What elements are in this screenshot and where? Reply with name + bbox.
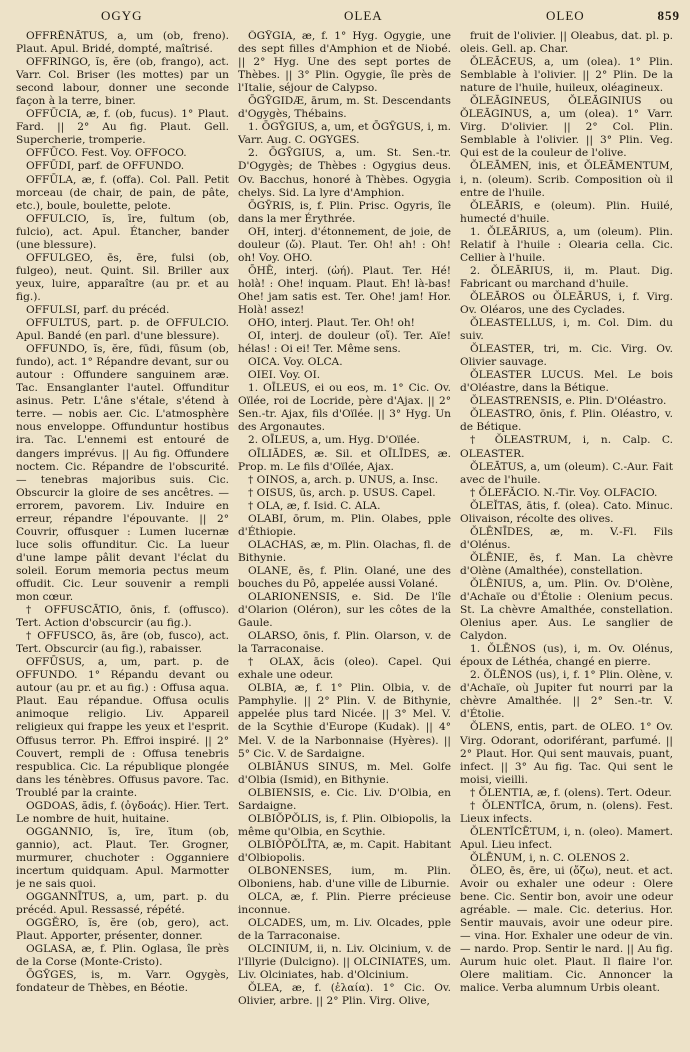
dictionary-entry: ŎLEĀMEN, inis, et ŎLEĀMENTUM, i, n. (oleum). Scrib. Composition où il entre de l'huile. (460, 160, 673, 199)
dictionary-entry: † OISUS, ūs, arch. p. USUS. Capel. (248, 486, 436, 499)
dictionary-entry: † ŎLEASTRUM, i, n. Calp. C. OLEASTER. (460, 434, 673, 460)
dictionary-entry: ŎLEASTELLUS, i, m. Col. Dim. du suiv. (460, 317, 673, 343)
dictionary-entry: OHO, interj. Plaut. Ter. Oh! oh! (248, 317, 415, 330)
dictionary-entry: OFFULCIO, ĭs, īre, fultum (ob, fulcio), act. Apul. Étancher, bander (une blessure). (16, 212, 229, 251)
dictionary-entry: OLARSO, ōnis, f. Plin. Olarson, v. de la Tarraconaise. (238, 630, 451, 656)
dictionary-entry: OFFŪCIA, æ, f. (ob, fucus). 1° Plaut. Fard. || 2° Au fig. Plaut. Gell. Supercherie, tromperie. (16, 108, 229, 147)
dictionary-entry: ŎLEASTER LUCUS. Mel. Le bois d'Oléastre, dans la Bétique. (460, 369, 673, 395)
dictionary-entry: † ŎLENTIA, æ, f. (olens). Tert. Odeur. (470, 786, 672, 799)
dictionary-entry: OFFŪCO. Fest. Voy. OFFOCO. (26, 147, 187, 160)
dictionary-entry: OLACHAS, æ, m. Plin. Olachas, fl. de Bithynie. (238, 538, 451, 564)
dictionary-entry: † OFFUSCĀTIO, ōnis, f. (offusco). Tert. Action d'obscurcir (au fig.). (16, 604, 229, 630)
dictionary-entry: OH, interj. d'étonnement, de joie, de douleur (ὤ). Plaut. Ter. Oh! ah! : Oh! oh! Voy. OHO. (238, 225, 451, 264)
dictionary-entry: † ŎLEFĂCIO. N.-Tir. Voy. OLFACIO. (470, 486, 658, 499)
dictionary-entry: ŎLEĀGINEUS, ŎLEĀGINIUS ou ŎLEĀGINUS, a, um (olea). 1° Varr. Virg. D'olivier. || 2° Col. Plin. Semblable à l'olivier. || 3° Plin. Veg. Qui est de la couleur de l'olive. (460, 95, 673, 160)
dictionary-entry: 2. ŎLEĀRIUS, ii, m. Plaut. Dig. Fabricant ou marchand d'huile. (460, 264, 673, 290)
dictionary-entry: OLANE, ēs, f. Plin. Olané, une des bouches du Pô, appelée aussi Volané. (238, 564, 451, 590)
dictionary-entry: ŌGȲGIDÆ, ārum, m. St. Descendants d'Ogygès, Thébains. (238, 95, 451, 121)
dictionary-entry: † OINOS, a, arch. p. UNUS, a. Insc. (248, 473, 439, 486)
dictionary-entry: OGGANNĪTUS, a, um, part. p. du précéd. Apul. Ressassé, répété. (16, 891, 229, 917)
dictionary-entry: OFFULGEO, ēs, ēre, fulsi (ob, fulgeo), neut. Quint. Sil. Briller aux yeux, luire, apparaître (au pr. et au fig.). (16, 251, 229, 303)
dictionary-entry: ŎLEĀCEUS, a, um (olea). 1° Plin. Semblable à l'olivier. || 2° Plin. De la nature de l'huile, huileux, oléagineux. (460, 56, 673, 95)
dictionary-entry: OFFŪLA, æ, f. (offa). Col. Pall. Petit morceau (de chair, de pain, de pâte, etc.), boule, boulette, pelote. (16, 173, 229, 212)
columns (16, 30, 680, 1009)
dictionary-entry: ŎLEASTRENSIS, e. Plin. D'Oléastro. (470, 395, 667, 408)
dictionary-entry: † OLA, æ, f. Isid. C. ALA. (248, 499, 381, 512)
dictionary-entry: † OFFUSCO, ās, āre (ob, fusco), act. Tert. Obscurcir (au fig.), rabaisser. (16, 630, 229, 656)
dictionary-entry: 1. ŌGȲGIUS, a, um, et ŌGȲGUS, i, m. Varr. Aug. C. OGYGES. (238, 121, 451, 147)
dictionary-entry: ŌGȲGIA, æ, f. 1° Hyg. Ogygie, une des sept filles d'Amphion et de Niobé. || 2° Hyg. Une des sept portes de Thèbes. || 3° Plin. Ogygie, île près de l'Italie, séjour de Calypso. (238, 30, 451, 95)
dictionary-entry: OĪLIĀDES, æ. Sil. et OĪLĪDES, æ. Prop. m. Le fils d'Oïlée, Ajax. (238, 447, 451, 473)
dictionary-entry: 2. OĪLEUS, a, um. Hyg. D'Oïlée. (248, 434, 420, 447)
dictionary-entry: ŎLEASTER, tri, m. Cic. Virg. Ov. Olivier sauvage. (460, 343, 673, 369)
dictionary-entry: OGLASA, æ, f. Plin. Oglasa, île près de la Corse (Monte-Cristo). (16, 943, 229, 969)
dictionary-entry: OFFUNDO, ĭs, ĕre, fūdi, fūsum (ob, fundo), act. 1° Répandre devant, sur ou autour : Offundere sanguinem aræ. Tac. Ensanglanter l'autel. Offunditur asinus. Petr. L'âne s'étale, s'étend à terre. — nobis aer. Cic. L'atmosphère nous enveloppe. Offunduntur hostibus ira. Tac. L'ennemi est entouré de dangers imprévus. || Au fig. Offundere noctem. Cic. Répandre de l'obscurité. — tenebras majoribus suis. Cic. Obscurcir la gloire de ses ancêtres. — errorem, pavorem. Liv. Induire en erreur, répandre l'épouvante. || 2° Couvrir, offusquer : Lumen lucernæ luce solis offunditur. Cic. La lueur d'une lampe pâlit devant l'éclat du soleil. Eorum memoria pectus meum offudit. Cic. Leur souvenir a rempli mon cœur. (16, 343, 229, 604)
dictionary-entry: ŎLEĬTAS, ātis, f. (olea). Cato. Minuc. Olivaison, récolte des olives. (460, 499, 673, 525)
column-left (16, 30, 229, 1009)
dictionary-entry: 2. ŎLĒNOS (us), i, f. 1° Plin. Olène, v. d'Achaïe, où Jupiter fut nourri par la chèvre Amalthée. || 2° Sen.-tr. V. d'Étolie. (460, 669, 673, 721)
dictionary-entry: † ŎLENTĬCA, ōrum, n. (olens). Fest. Lieux infects. (460, 799, 673, 825)
dictionary-entry: OGGANNIO, īs, īre, ītum (ob, gannio), act. Plaut. Ter. Grogner, murmurer, chuchoter : Ogganniere incertum quidquam. Apul. Marmotter je ne sais quoi. (16, 825, 229, 891)
dictionary-entry: ŎLEĀROS ou ŎLEĀRUS, i, f. Virg. Ov. Oléaros, une des Cyclades. (460, 290, 673, 316)
dictionary-entry: OIEI. Voy. OI. (248, 369, 321, 382)
dictionary-entry: OICA. Voy. OLCA. (248, 356, 343, 369)
dictionary-entry: OGGĔRO, ĭs, ĕre (ob, gero), act. Plaut. Apporter, présenter, donner. (16, 917, 229, 943)
dictionary-entry: ŎLEĀRIS, e (oleum). Plin. Huilé, humecté d'huile. (460, 199, 673, 225)
dictionary-entry: OLBONENSES, ium, m. Plin. Olboniens, hab. d'une ville de Liburnie. (238, 865, 451, 891)
dictionary-entry: OFFULSI, parf. du précéd. (26, 303, 170, 316)
dictionary-entry: ŎLĒNIE, ēs, f. Man. La chèvre d'Olène (Amalthée), constellation. (460, 551, 673, 577)
dictionary-entry: OLCA, æ, f. Plin. Pierre précieuse inconnue. (238, 891, 451, 917)
dictionary-entry: ŎLĒNIUS, a, um. Plin. Ov. D'Olène, d'Achaïe ou d'Étolie : Olenium pecus. St. La chèvre Amalthée, constellation. Olenius aper. Aus. Le sanglier de Calydon. (460, 577, 673, 643)
dictionary-entry: OFFŪDI, parf. de OFFUNDO. (26, 160, 185, 173)
dictionary-entry: 1. ŎLĒNOS (us), i, m. Ov. Olénus, époux de Léthéa, changé en pierre. (460, 643, 673, 669)
running-head-center: OLEA (344, 8, 383, 23)
dictionary-entry: † OLAX, ācis (oleo). Capel. Qui exhale une odeur. (238, 656, 451, 682)
page-number: 859 (657, 8, 680, 23)
dictionary-entry: 2. ŌGȲGIUS, a, um. St. Sen.-tr. D'Ogygès; de Thèbes : Ogygius deus. Ov. Bacchus, honoré à Thèbes. Ogygia chelys. Sid. La lyre d'Amphion. (238, 147, 451, 199)
dictionary-entry: ŌHĒ, interj. (ὠή). Plaut. Ter. Hé! holà! : Ohe! inquam. Plaut. Eh! là-bas! Ohe! jam satis est. Ter. Ohe! jam! Hor. Holà! assez! (238, 264, 451, 316)
dictionary-entry: OLBIŎPŎLIS, is, f. Plin. Olbiopolis, la même qu'Olbia, en Scythie. (238, 812, 451, 838)
dictionary-entry: OFFŪSUS, a, um, part. p. de OFFUNDO. 1° Répandu devant ou autour (au pr. et au fig.) : Offusa aqua. Plaut. Eau répandue. Offusa oculis animoque religio. Liv. Appareil religieux qui frappe les yeux et l'esprit. Offusus terror. Ph. Effroi inspiré. || 2° Couvert, rempli de : Offusa tenebris respublica. Cic. La république plongée dans les ténèbres. Offusus pavore. Tac. Troublé par la crainte. (16, 656, 229, 799)
dictionary-entry: OGDOAS, ădis, f. (ὀγδοάς). Hier. Tert. Le nombre de huit, huitaine. (16, 799, 229, 825)
dictionary-entry: ŎLĒNĪDES, æ, m. V.-Fl. Fils d'Olénus. (460, 525, 673, 551)
dictionary-entry: ŎLENS, entis, part. de OLEO. 1° Ov. Virg. Odorant, odoriférant, parfumé. || 2° Plaut. Hor. Qui sent mauvais, puant, infect. || 3° Au fig. Tac. Qui sent le moisi, vieilli. (460, 721, 673, 786)
dictionary-entry: ŎLEASTRO, ōnis, f. Plin. Oléastro, v. de Bétique. (460, 408, 673, 434)
dictionary-entry: OLCINIUM, ii, n. Liv. Olcinium, v. de l'Illyrie (Dulcigno). || OLCINIATES, um. Liv. Olciniates, hab. d'Olcinium. (238, 943, 451, 982)
dictionary-entry: OLBIA, æ, f. 1° Plin. Olbia, v. de Pamphylie. || 2° Plin. V. de Bithynie, appelée plus tard Nicée. || 3° Mel. V. de la Scythie d'Europe (Kudak). || 4° Mel. V. de la Narbonnaise (Hyères). || 5° Cic. V. de Sardaigne. (238, 682, 451, 760)
dictionary-entry: 1. OĪLEUS, ei ou eos, m. 1° Cic. Ov. Oïlée, roi de Locride, père d'Ajax. || 2° Sen.-tr. Ajax, fils d'Oïlée. || 3° Hyg. Un des Argonautes. (238, 382, 451, 434)
running-head-right: OLEO (546, 8, 585, 23)
dictionary-entry: OLARIONENSIS, e. Sid. De l'île d'Olarion (Oléron), sur les côtes de la Gaule. (238, 591, 451, 630)
running-head (16, 8, 680, 26)
dictionary-entry: OFFRINGO, ĭs, ĕre (ob, frango), act. Varr. Col. Briser (les mottes) par un second labour, donner une seconde façon à la terre, biner. (16, 56, 229, 108)
dictionary-entry: ŎLEA, æ, f. (ἐλαία). 1° Cic. Ov. Olivier, arbre. || 2° Plin. Virg. Olive, (238, 982, 451, 1008)
column-right (460, 30, 673, 1009)
dictionary-entry: ŎLEĀTUS, a, um (oleum). C.-Aur. Fait avec de l'huile. (460, 460, 673, 486)
dictionary-entry: OFFRĒNĀTUS, a, um (ob, freno). Plaut. Apul. Bridé, dompté, maîtrisé. (16, 30, 229, 56)
dictionary-entry: ŎLĒNUM, i, n. C. OLENOS 2. (470, 851, 630, 864)
dictionary-entry: ŎLEO, ēs, ēre, ui (ὄζω), neut. et act. Avoir ou exhaler une odeur : Olere bene. Cic. Sentir bon, avoir une odeur agréable. — male. Cic. deterius. Hor. Sentir mauvais, avoir une odeur pire. — vina. Hor. Exhaler une odeur de vin. — nardo. Prop. Sentir le nard. || Au fig. Aurum huic olet. Plaut. Il flaire l'or. Olere malitiam. Cic. Annoncer la malice. Verba alumnum Urbis oleant. (460, 865, 673, 995)
dictionary-entry: ŎLENTĬCĒTUM, i, n. (oleo). Mamert. Apul. Lieu infect. (460, 825, 673, 851)
running-head-left: OGYG (101, 8, 143, 23)
dictionary-entry: OLBIENSIS, e. Cic. Liv. D'Olbia, en Sardaigne. (238, 786, 451, 812)
dictionary-entry: 1. ŎLEĀRIUS, a, um (oleum). Plin. Relatif à l'huile : Olearia cella. Cic. Cellier à l'huile. (460, 225, 673, 264)
dictionary-entry: fruit de l'olivier. || Oleabus, dat. pl. p. oleis. Gell. ap. Char. (460, 30, 673, 56)
dictionary-entry: OI, interj. de douleur (οἴ). Ter. Aïe! hélas! : Oi ei! Ter. Même sens. (238, 330, 451, 356)
dictionary-entry: OLABI, ōrum, m. Plin. Olabes, pple d'Éthiopie. (238, 512, 451, 538)
dictionary-entry: OFFULTUS, part. p. de OFFULCIO. Apul. Bandé (en parl. d'une blessure). (16, 317, 229, 343)
dictionary-entry: OLBIŎPŎLĪTA, æ, m. Capit. Habitant d'Olbiopolis. (238, 838, 451, 864)
dictionary-entry: ŌGȲGES, is, m. Varr. Ogygès, fondateur de Thèbes, en Béotie. (16, 969, 229, 995)
dictionary-entry: OLCADES, um, m. Liv. Olcades, pple de la Tarraconaise. (238, 917, 451, 943)
dictionary-entry: ŌGȲRIS, is, f. Plin. Prisc. Ogyris, île dans la mer Érythrée. (238, 199, 451, 225)
column-middle (238, 30, 451, 1009)
dictionary-entry: OLBIĀNUS SINUS, m. Mel. Golfe d'Olbia (Ismid), en Bithynie. (238, 760, 451, 786)
